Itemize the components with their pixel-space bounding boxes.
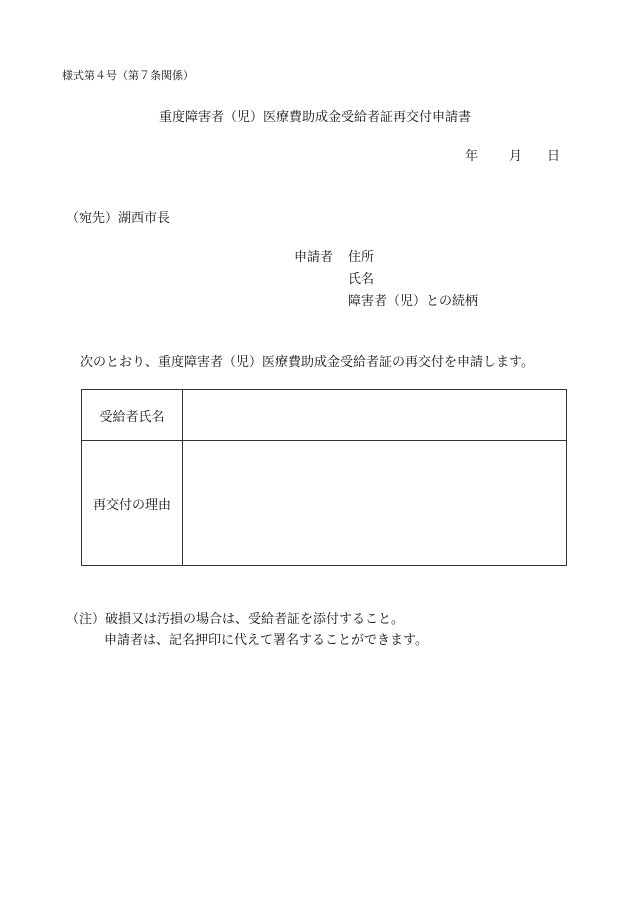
application-statement: 次のとおり、重度障害者（児）医療費助成金受給者証の再交付を申請します。 bbox=[80, 355, 534, 370]
reissue-reason-label: 再交付の理由 bbox=[82, 441, 183, 565]
applicant-label: 申請者 bbox=[294, 250, 334, 265]
note-line-1: （注）破損又は汚損の場合は、受給者証を添付すること。 bbox=[66, 612, 405, 627]
applicant-name-label: 氏名 bbox=[348, 272, 375, 287]
form-table bbox=[81, 389, 567, 566]
recipient-name-label: 受給者氏名 bbox=[82, 390, 183, 440]
date-day-label: 日 bbox=[547, 149, 561, 164]
reissue-reason-field[interactable] bbox=[183, 441, 566, 565]
date-year-label: 年 bbox=[465, 149, 479, 164]
table-row-reissue-reason bbox=[82, 441, 566, 565]
note-line-2: 申請者は、記名押印に代えて署名することができます。 bbox=[104, 633, 428, 648]
table-row-recipient-name bbox=[82, 390, 566, 441]
date-month-label: 月 bbox=[509, 149, 523, 164]
applicant-address-label: 住所 bbox=[348, 250, 375, 265]
applicant-relation-label: 障害者（児）との続柄 bbox=[348, 294, 479, 309]
recipient-name-field[interactable] bbox=[183, 390, 566, 440]
form-number: 様式第４号（第７条関係） bbox=[62, 69, 194, 82]
form-title: 重度障害者（児）医療費助成金受給者証再交付申請書 bbox=[158, 110, 471, 125]
addressee: （宛先）湖西市長 bbox=[66, 211, 171, 226]
